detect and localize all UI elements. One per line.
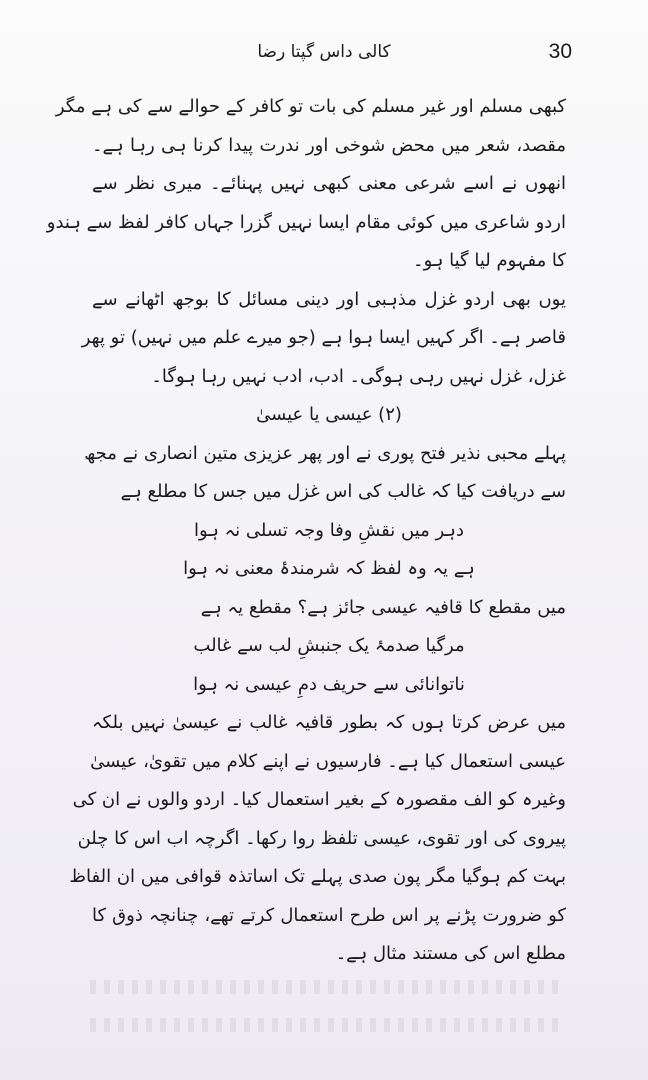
paragraph-line: غزل، غزل نہیں رہی ہوگی۔ ادب، ادب نہیں رہا ہوگا۔ (151, 365, 566, 387)
running-header-author: کالی داس گپتا رضا (257, 42, 391, 62)
verse-line: دہر میں نقشِ وفا وجہ تسلی نہ ہوا (194, 519, 464, 541)
verse-line: ناتوانائی سے حریف دمِ عیسی نہ ہوا (193, 673, 465, 695)
paragraph-line: کا مفہوم لیا گیا ہو۔ (413, 250, 566, 271)
paragraph-line: کو ضرورت پڑنے پر اس طرح استعمال کرتے تھے، چنانچہ ذوق کا (92, 904, 566, 926)
paragraph-line: انھوں نے اسے شرعی معنی کبھی نہیں پہنائے۔ میری نظر سے (92, 173, 566, 194)
paragraph-line: عیسی استعمال کیا ہے۔ فارسیوں نے اپنے کلام میں تقویٰ، عیسیٰ (90, 750, 566, 772)
paragraph-line: سے دریافت کیا کہ غالب کی اس غزل میں جس کا مطلع ہے (120, 481, 566, 502)
paragraph-line: بہت کم ہوگیا مگر پون صدی پہلے تک اساتذہ قوافی میں ان الفاظ (69, 866, 566, 887)
paragraph-line: میں مقطع کا قافیہ عیسی جائز ہے؟ مقطع یہ ہے (200, 596, 566, 618)
body-text (46, 88, 566, 974)
paragraph-line: قاصر ہے۔ اگر کہیں ایسا ہوا ہے (جو میرے علم میں نہیں) تو پھر (81, 327, 566, 348)
verse-line: ہے یہ وہ لفظ کہ شرمندۂ معنی نہ ہوا (183, 558, 475, 579)
section-heading: (۲) عیسی یا عیسیٰ (256, 404, 402, 425)
paragraph-line: مقصد، شعر میں محض شوخی اور ندرت پیدا کرنا ہی رہا ہے۔ (92, 134, 566, 156)
verse-line: مرگیا صدمۂ یک جنبشِ لب سے غالب (193, 635, 465, 656)
paragraph-line: مطلع اس کی مستند مثال ہے۔ (335, 943, 566, 964)
paragraph-line: اردو شاعری میں کوئی مقام ایسا نہیں گزرا جہاں کافر لفظ سے ہندو (46, 211, 566, 233)
paragraph-line: کبھی مسلم اور غیر مسلم کی بات تو کافر کے حوالے سے کی ہے مگر (55, 96, 566, 117)
paragraph-line: وغیرہ کو الف مقصورہ کے بغیر استعمال کیا۔ اردو والوں نے ان کی (72, 789, 566, 810)
paragraph-line: یوں بھی اردو غزل مذہبی اور دینی مسائل کا بوجھ اٹھانے سے (92, 288, 566, 310)
paragraph-line: میں عرض کرتا ہوں کہ بطور قافیہ غالب نے عیسیٰ نہیں بلکہ (92, 712, 566, 733)
paragraph-line: پہلے محبی نذیر فتح پوری نے اور پھر عزیزی متین انصاری نے مجھ (84, 442, 566, 464)
paragraph-line: پیروی کی اور تقوی، عیسی تلفظ روا رکھا۔ اگرچہ اب اس کا چلن (77, 827, 566, 849)
bleed-through-text (90, 980, 560, 994)
bleed-through-text (90, 1018, 560, 1032)
page-number: 30 (548, 40, 572, 63)
